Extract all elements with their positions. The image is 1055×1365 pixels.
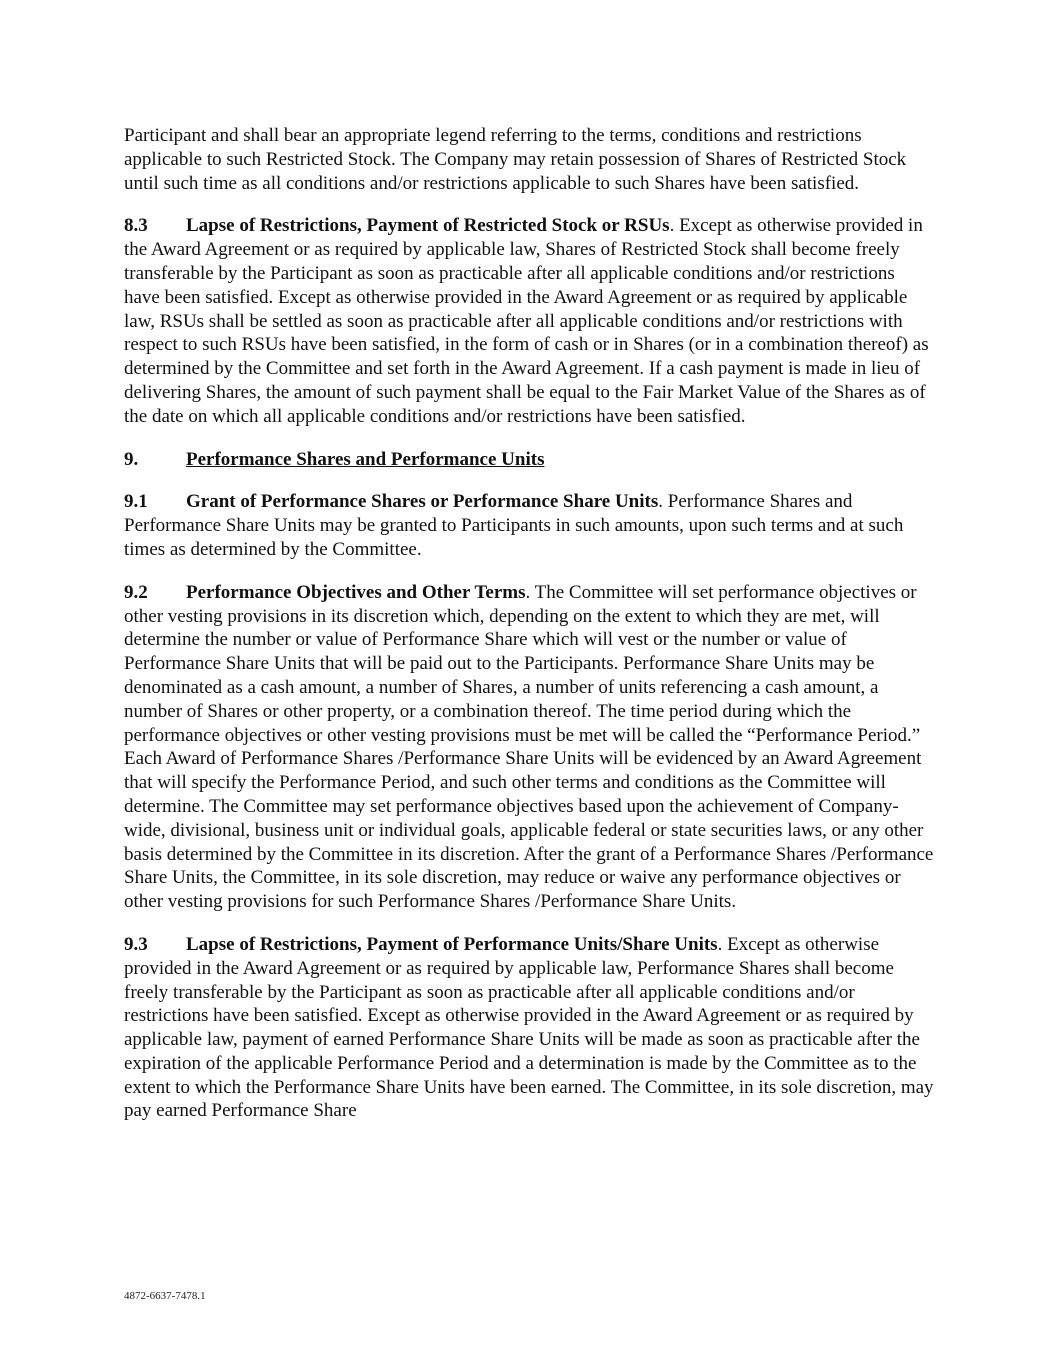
section-9-2 [124, 581, 934, 914]
section-text: . Performance Shares and Performance Share Units may be granted to Participants in such amounts, upon such terms and at such times as determined by the Committee. [124, 491, 904, 560]
paragraph-continuation [124, 124, 934, 195]
section-heading: Lapse of Restrictions, Payment of Restricted Stock or RSUs [186, 215, 670, 237]
section-9-1 [124, 490, 934, 561]
section-heading: Performance Objectives and Other Terms [186, 581, 526, 603]
section-heading: Grant of Performance Shares or Performance Share Units [186, 491, 659, 513]
section-9-3 [124, 933, 934, 1123]
section-text: . The Committee will set performance objectives or other vesting provisions in its discretion which, depending on the extent to which they are met, will determine the number or value of Performance Share which will vest or the number or value of Performance Share Units that will be paid out to the Participants. Performance Share Units may be denominated as a cash amount, a number of Shares, a number of units referencing a cash amount, a number of Shares or other property, or a combination thereof. The time period during which the performance objectives or other vesting provisions must be met will be called the “Performance Period.” Each Award of Performance Shares /Performance Share Units will be evidenced by an Award Agreement that will specify the Performance Period, and such other terms and conditions as the Committee will determine. The Committee may set performance objectives based upon the achievement of Company-wide, divisional, business unit or individual goals, applicable federal or state securities laws, or any other basis determined by the Committee in its discretion. After the grant of a Performance Shares /Performance Share Units, the Committee, in its sole discretion, may reduce or waive any performance objectives or other vesting provisions for such Performance Shares /Performance Share Units. [124, 581, 934, 913]
paragraph-text: Participant and shall bear an appropriate legend referring to the terms, conditions and restrictions applicable to such Restricted Stock. The Company may retain possession of Shares of Restricted Stock until such time as all conditions and/or restrictions applicable to such Shares have been satisfied. [124, 125, 907, 194]
document-page [124, 124, 934, 1123]
section-number: 9.3 [124, 933, 148, 955]
section-9-heading [124, 448, 934, 472]
footer-doc-id: 4872-6637-7478.1 [124, 1290, 206, 1302]
section-title: Performance Shares and Performance Units [186, 448, 545, 470]
section-number: 9.2 [124, 581, 148, 603]
section-text: . Except as otherwise provided in the Award Agreement or as required by applicable law, Performance Shares shall become freely transferable by the Participant as soon as practicable after all applicable conditions and/or restrictions have been satisfied. Except as otherwise provided in the Award Agreement or as required by applicable law, payment of earned Performance Share Units will be made as soon as practicable after the expiration of the applicable Performance Period and a determination is made by the Committee as to the extent to which the Performance Share Units have been earned. The Committee, in its sole discretion, may pay earned Performance Share [124, 933, 934, 1122]
section-number: 9. [124, 448, 139, 470]
section-heading: Lapse of Restrictions, Payment of Performance Units/Share Units [186, 933, 718, 955]
section-8-3 [124, 214, 934, 428]
section-text: . Except as otherwise provided in the Award Agreement or as required by applicable law, Shares of Restricted Stock shall become freely transferable by the Participant as soon as practicable after all applicable conditions and/or restrictions have been satisfied. Except as otherwise provided in the Award Agreement or as required by applicable law, RSUs shall be settled as soon as practicable after all applicable conditions and/or restrictions with respect to such RSUs have been satisfied, in the form of cash or in Shares (or in a combination thereof) as determined by the Committee and set forth in the Award Agreement. If a cash payment is made in lieu of delivering Shares, the amount of such payment shall be equal to the Fair Market Value of the Shares as of the date on which all applicable conditions and/or restrictions have been satisfied. [124, 215, 929, 427]
section-number: 8.3 [124, 215, 148, 237]
section-number: 9.1 [124, 491, 148, 513]
